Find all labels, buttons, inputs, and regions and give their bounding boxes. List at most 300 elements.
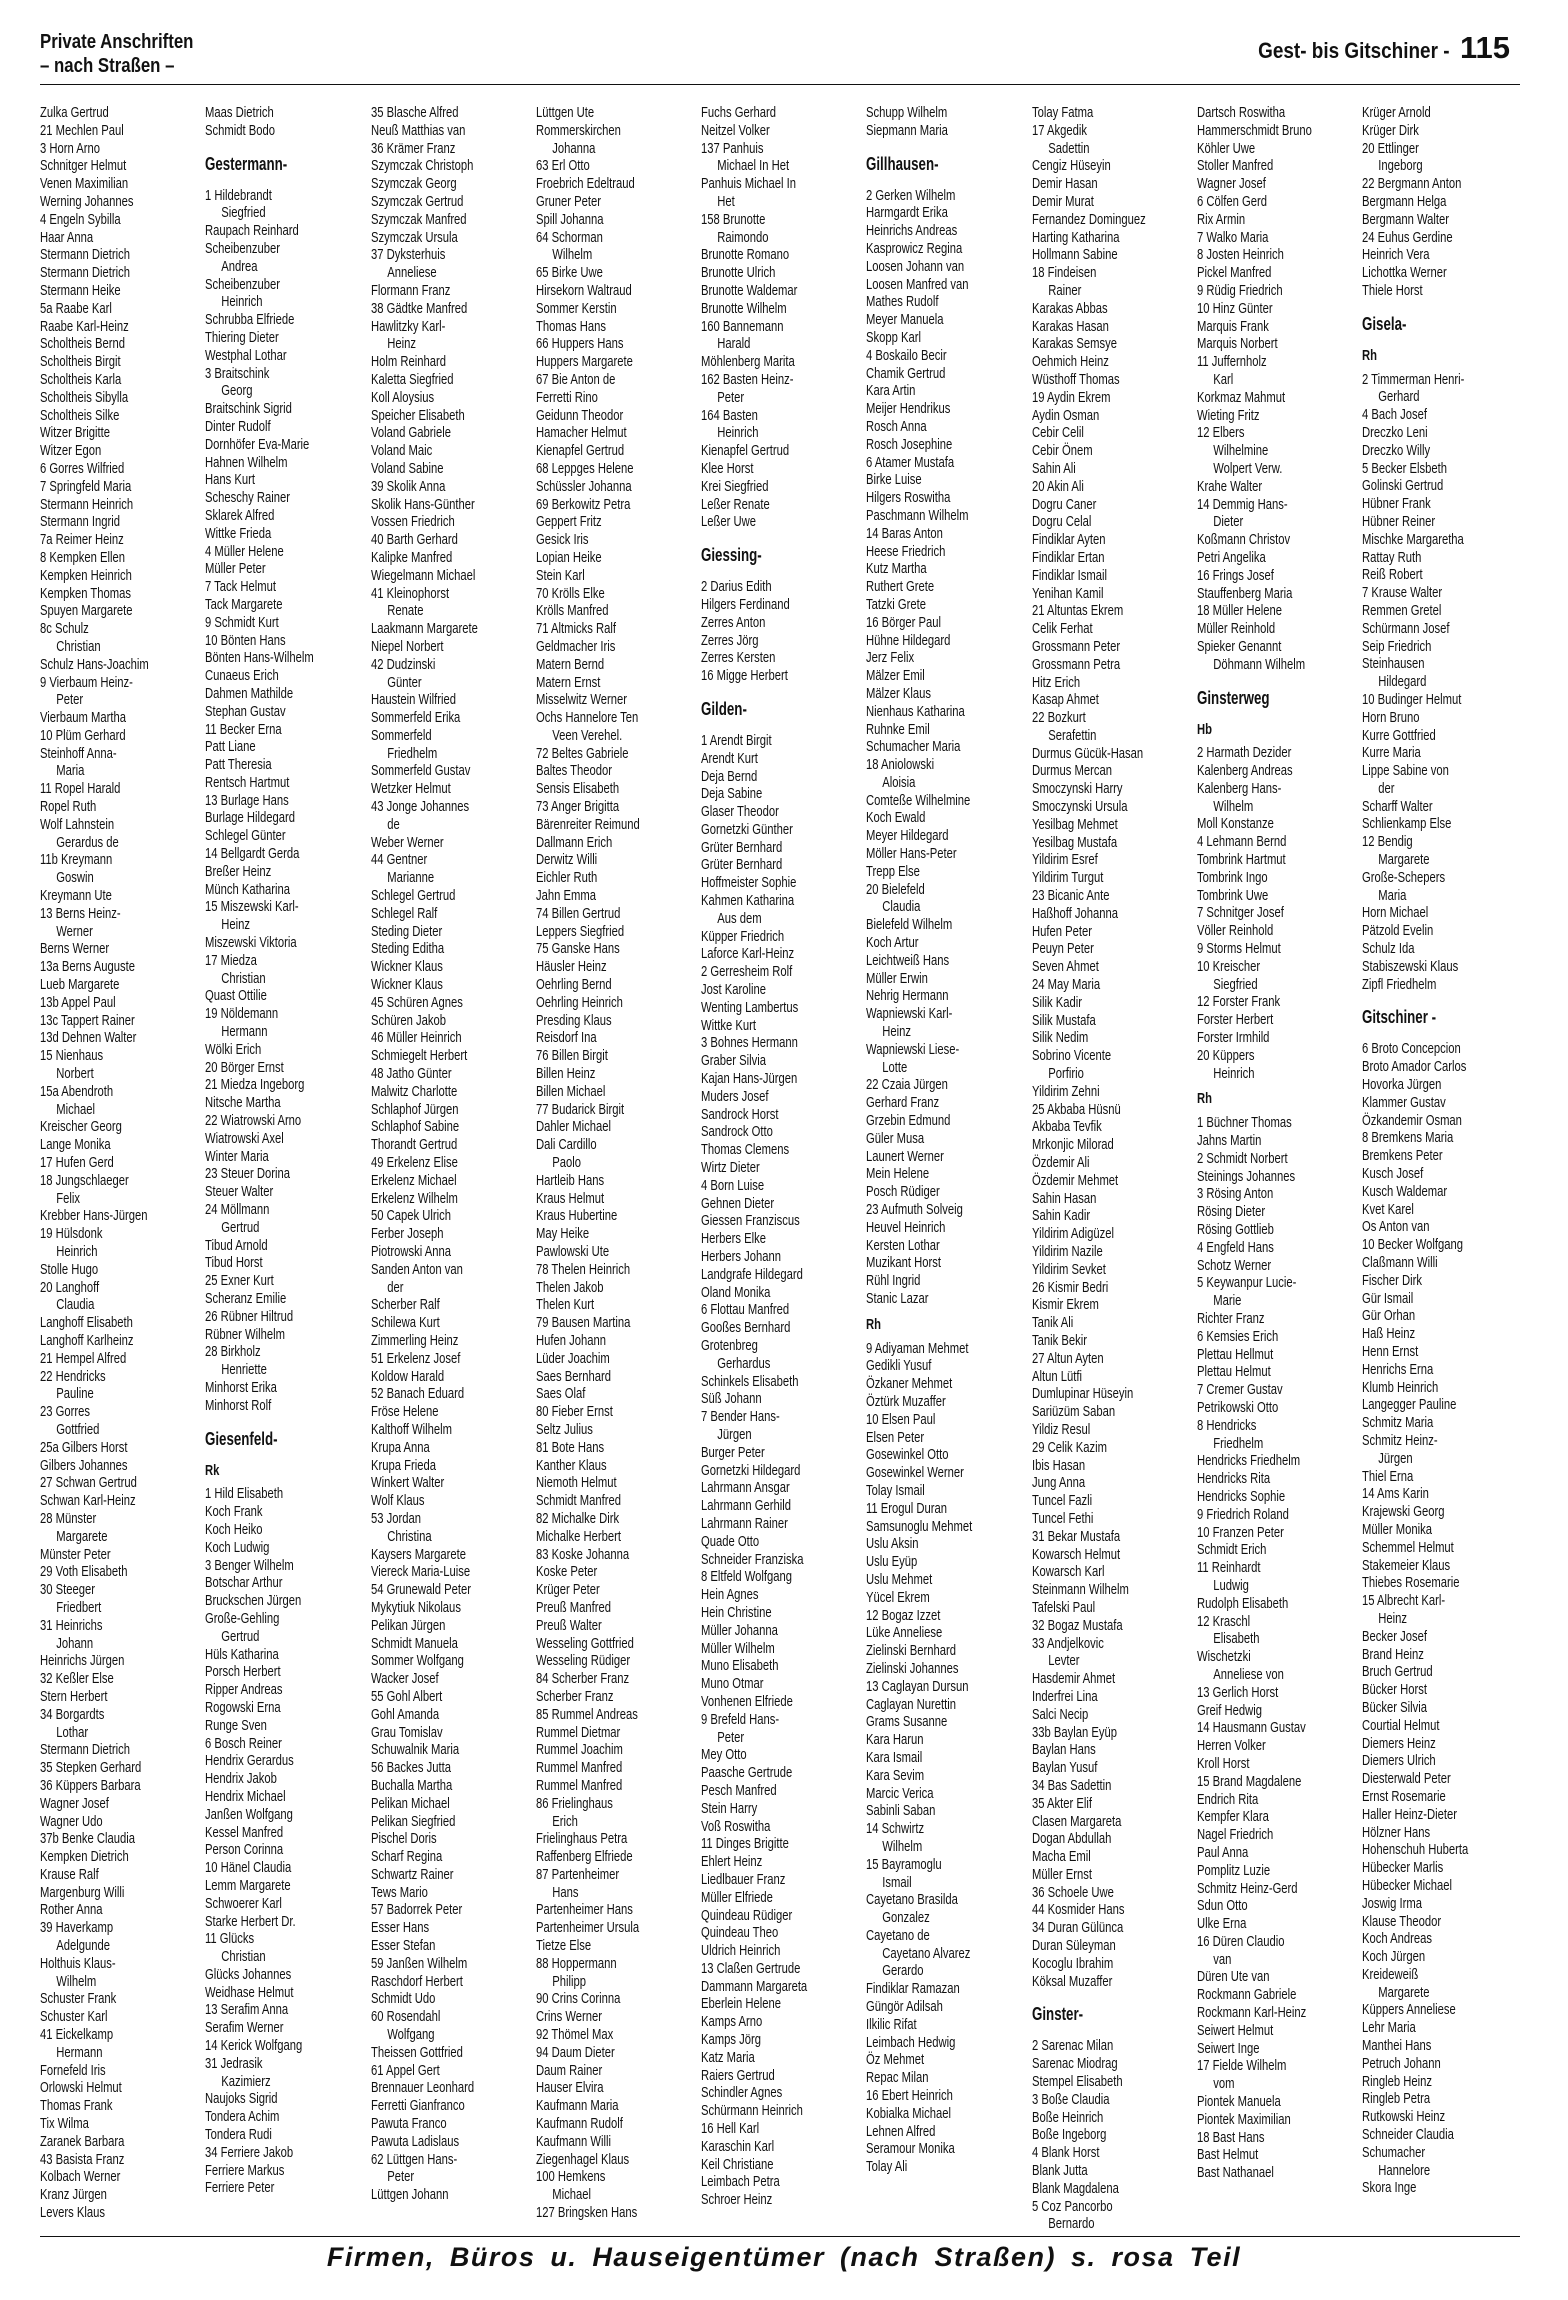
directory-entry: Silik Kadir <box>1031 993 1082 1011</box>
entry-continuation: Jürgen <box>717 1425 752 1443</box>
street-heading: Gisela- <box>1362 313 1407 334</box>
directory-column <box>536 104 701 2232</box>
directory-entry: 12 Kraschl <box>1197 1612 1251 1630</box>
directory-entry: Stein Harry <box>701 1799 758 1817</box>
directory-entry: 20 Küppers <box>1197 1046 1255 1064</box>
directory-entry: Eberlein Helene <box>701 1995 782 2013</box>
directory-entry: Hirsekorn Waltraud <box>535 281 632 299</box>
directory-entry: Uldrich Heinrich <box>701 1942 781 1960</box>
directory-entry: Krüger Dirk <box>1362 121 1420 139</box>
entry-continuation: Gerardo <box>882 1962 924 1980</box>
directory-entry: 10 Hinz Günter <box>1197 299 1273 317</box>
entry-continuation: Friedhelm <box>386 744 437 762</box>
directory-entry: Stermann Dietrich <box>40 264 130 282</box>
running-head-line2: – nach Straßen – <box>40 55 175 77</box>
directory-entry: 32 Keßler Else <box>40 1670 114 1688</box>
directory-entry: Botschar Arthur <box>205 1574 283 1592</box>
directory-entry: Findiklar Ramazan <box>866 1980 961 1998</box>
directory-entry: Gilbers Johannes <box>40 1456 128 1474</box>
directory-entry: 18 Jungschlaeger <box>40 1171 129 1189</box>
directory-entry: 10 Becker Wolfgang <box>1362 1236 1464 1254</box>
directory-entry: Clasen Margareta <box>1031 1812 1122 1830</box>
directory-entry: Patt Liane <box>205 738 256 756</box>
directory-entry: Tix Wilma <box>40 2115 89 2133</box>
directory-entry: Werning Johannes <box>40 192 134 210</box>
directory-entry: Gooßes Bernhard <box>701 1319 791 1337</box>
directory-entry: 34 Bas Sadettin <box>1031 1776 1112 1794</box>
header-rule <box>40 84 1520 85</box>
directory-entry: Koll Aloysius <box>370 388 434 406</box>
directory-entry: Wacker Josef <box>370 1670 439 1688</box>
directory-entry: Krüger Arnold <box>1362 104 1432 121</box>
directory-entry: Bremkens Peter <box>1362 1147 1443 1165</box>
directory-entry: 36 Schoele Uwe <box>1031 1883 1114 1901</box>
directory-entry: 23 Aufmuth Solveig <box>866 1201 964 1219</box>
directory-entry: Jost Karoline <box>701 981 767 999</box>
footer-note: Firmen, Büros u. Hauseigentümer (nach Straßen) s. rosa Teil <box>326 2242 1242 2272</box>
directory-entry: 94 Daum Dieter <box>535 2043 615 2061</box>
directory-entry: Kusch Josef <box>1362 1165 1424 1183</box>
directory-entry: 85 Rummel Andreas <box>535 1705 638 1723</box>
directory-entry: Tolay Ismail <box>866 1481 926 1499</box>
directory-entry: Fornefeld Iris <box>40 2061 106 2079</box>
entry-continuation: Heinrich <box>717 424 759 442</box>
entry-continuation: Anneliese <box>386 264 437 282</box>
directory-entry: Heese Friedrich <box>866 542 946 560</box>
directory-entry: Lahrmann Gerhild <box>701 1497 792 1515</box>
directory-columns <box>40 104 1528 2232</box>
directory-entry: Tafelski Paul <box>1031 1598 1095 1616</box>
directory-entry: 8 Josten Heinrich <box>1197 246 1284 264</box>
directory-entry: Kahmen Katharina <box>701 892 795 910</box>
directory-entry: Esser Stefan <box>370 1937 435 1955</box>
directory-entry: Uslu Eyüp <box>866 1553 918 1571</box>
directory-entry: Piotrowski Anna <box>370 1243 451 1260</box>
directory-entry: Katz Maria <box>701 2048 755 2066</box>
directory-entry: 28 Münster <box>40 1509 97 1527</box>
directory-entry: Seiwert Helmut <box>1197 2021 1274 2039</box>
directory-entry: Saes Bernhard <box>535 1367 611 1385</box>
directory-entry: Theissen Gottfried <box>370 2043 463 2061</box>
directory-entry: Neuß Matthias van <box>370 121 465 139</box>
directory-entry: 39 Skolik Anna <box>370 477 445 495</box>
directory-entry: Schneider Claudia <box>1362 2126 1455 2144</box>
directory-entry: Leichtweiß Hans <box>866 951 950 969</box>
directory-entry: Schlienkamp Else <box>1362 815 1452 833</box>
directory-entry: Starke Herbert Dr. <box>205 1912 296 1930</box>
directory-entry: 73 Anger Brigitta <box>535 798 619 816</box>
directory-entry: Preuß Manfred <box>535 1598 611 1616</box>
directory-entry: Endrich Rita <box>1197 1790 1259 1808</box>
directory-entry: 23 Gorres <box>40 1403 90 1421</box>
directory-entry: Voland Sabine <box>370 459 444 477</box>
directory-entry: Kraus Hubertine <box>535 1207 618 1225</box>
district-heading: Rh <box>1362 346 1378 364</box>
directory-entry: Stolle Hugo <box>40 1260 99 1278</box>
directory-entry: Rockmann Karl-Heinz <box>1197 2004 1307 2022</box>
entry-continuation: Wilhelm <box>552 246 593 264</box>
directory-entry: 21 Mechlen Paul <box>40 121 124 139</box>
directory-entry: Hübecker Michael <box>1362 1876 1453 1894</box>
directory-entry: Os Anton van <box>1362 1218 1430 1236</box>
directory-entry: Kurre Gottfried <box>1362 726 1437 744</box>
directory-entry: Rockmann Gabriele <box>1197 1986 1297 2004</box>
directory-entry: Sommer Kerstin <box>535 299 617 317</box>
directory-entry: Presding Klaus <box>535 1011 612 1029</box>
directory-entry: Krei Siegfried <box>701 477 769 495</box>
directory-entry: Kara Harun <box>866 1731 924 1749</box>
entry-continuation: Heinz <box>882 1023 912 1041</box>
directory-entry: Scholtheis Sibylla <box>40 388 129 406</box>
directory-entry: 29 Voth Elisabeth <box>40 1563 128 1581</box>
directory-entry: Thelen Kurt <box>535 1296 594 1314</box>
directory-entry: Tolay Fatma <box>1031 104 1093 121</box>
directory-entry: Nitsche Martha <box>205 1094 281 1112</box>
directory-entry: Jerz Felix <box>866 649 915 667</box>
directory-entry: Leimbach Hedwig <box>866 2033 956 2051</box>
directory-entry: Silik Mustafa <box>1031 1011 1096 1029</box>
directory-entry: Leppers Siegfried <box>535 922 624 940</box>
directory-entry: Müller Johanna <box>701 1621 779 1639</box>
directory-entry: Koch Artur <box>866 934 919 952</box>
directory-entry: Kempken Thomas <box>40 584 131 602</box>
directory-entry: Schmitz Maria <box>1362 1414 1434 1432</box>
street-heading: Gilden- <box>701 698 748 719</box>
directory-entry: Rummel Dietmar <box>535 1723 621 1741</box>
directory-entry: 24 May Maria <box>1031 976 1100 994</box>
entry-continuation: Siegfried <box>1213 975 1258 993</box>
directory-entry: 7 Walko Maria <box>1197 228 1269 246</box>
directory-entry: Sabinli Saban <box>866 1802 936 1820</box>
directory-entry: Forster Herbert <box>1197 1011 1274 1029</box>
directory-entry: Schürmann Heinrich <box>701 2102 804 2120</box>
directory-entry: Schmitz Heinz-Gerd <box>1197 1879 1298 1897</box>
directory-entry: Loosen Manfred van <box>866 275 969 293</box>
entry-continuation: Karl <box>1213 370 1234 388</box>
directory-entry: Hollmann Sabine <box>1031 246 1118 264</box>
directory-entry: Claßmann Willi <box>1362 1254 1438 1272</box>
directory-entry: Ropel Ruth <box>40 798 97 816</box>
entry-continuation: Lothar <box>56 1723 89 1741</box>
directory-entry: Koldow Harald <box>370 1367 444 1385</box>
directory-entry: Dartsch Roswitha <box>1197 104 1286 121</box>
directory-entry: Stempel Elisabeth <box>1031 2073 1123 2091</box>
directory-entry: Oehrling Bernd <box>535 976 612 994</box>
directory-entry: Scheschy Rainer <box>205 489 291 507</box>
directory-entry: Pawuta Franco <box>370 2115 447 2133</box>
directory-entry: 72 Beltes Gabriele <box>535 744 629 762</box>
directory-entry: Muno Otmar <box>701 1675 764 1693</box>
directory-entry: 45 Schüren Agnes <box>370 993 463 1011</box>
directory-entry: Minhorst Erika <box>205 1378 278 1396</box>
directory-entry: 4 Engeln Sybilla <box>40 210 121 228</box>
directory-entry: Dammann Margareta <box>701 1977 808 1995</box>
directory-entry: Lahrmann Rainer <box>701 1514 789 1532</box>
directory-entry: 14 Bellgardt Gerda <box>205 845 300 863</box>
directory-entry: 10 Bönten Hans <box>205 631 286 649</box>
directory-entry: 35 Akter Elif <box>1031 1794 1092 1812</box>
directory-entry: Kalenberg Andreas <box>1197 762 1293 780</box>
entry-continuation: Adelgunde <box>56 1937 111 1955</box>
entry-continuation: Georg <box>221 382 253 400</box>
directory-entry: Harmgardt Erika <box>866 204 949 222</box>
directory-entry: Lahrmann Ansgar <box>701 1479 790 1497</box>
directory-entry: Niemoth Helmut <box>535 1474 617 1492</box>
entry-continuation: Harald <box>717 335 751 353</box>
directory-entry: 44 Gentner <box>370 851 427 869</box>
directory-entry: Seramour Monika <box>866 2140 956 2158</box>
directory-entry: 14 Hausmann Gustav <box>1197 1719 1306 1737</box>
directory-entry: Dahler Michael <box>535 1118 611 1136</box>
directory-entry: Posch Rüdiger <box>866 1183 941 1201</box>
entry-continuation: Wolpert Verw. <box>1213 459 1283 477</box>
directory-entry: Leimbach Petra <box>701 2173 780 2191</box>
directory-entry: 9 Adiyaman Mehmet <box>866 1339 969 1357</box>
directory-entry: Sommerfeld Gustav <box>370 762 470 780</box>
entry-continuation: Gerardus de <box>56 833 119 851</box>
directory-entry: Thelen Jakob <box>535 1278 604 1296</box>
directory-entry: Graber Silvia <box>701 1052 767 1070</box>
directory-entry: Witzer Brigitte <box>40 424 110 442</box>
directory-entry: Kroll Horst <box>1197 1754 1250 1772</box>
directory-entry: Sklarek Alfred <box>205 506 275 524</box>
directory-entry: Trepp Else <box>866 862 921 880</box>
directory-entry: Quast Ottilie <box>205 987 268 1005</box>
directory-entry: Weidhase Helmut <box>205 1983 294 2001</box>
directory-entry: Pelikan Jürgen <box>370 1616 445 1634</box>
directory-entry: 76 Billen Birgit <box>535 1047 608 1065</box>
directory-entry: Stauffenberg Maria <box>1197 584 1293 602</box>
directory-entry: 13 Claßen Gertrude <box>701 1959 801 1977</box>
directory-entry: Seven Ahmet <box>1031 958 1099 976</box>
directory-entry: Gehnen Dieter <box>701 1194 775 1212</box>
entry-continuation: Michael <box>56 1100 96 1118</box>
directory-entry: Hein Agnes <box>701 1586 759 1604</box>
directory-entry: Schmitz Heinz- <box>1362 1431 1438 1449</box>
entry-continuation: Heinz <box>221 916 251 934</box>
directory-entry: Münch Katharina <box>205 880 291 898</box>
directory-entry: Bücker Horst <box>1362 1681 1428 1699</box>
directory-entry: Fernandez Dominguez <box>1031 210 1146 228</box>
directory-entry: Cengiz Hüseyin <box>1031 157 1111 175</box>
directory-entry: Grams Susanne <box>866 1713 948 1731</box>
directory-entry: 17 Hufen Gerd <box>40 1154 114 1172</box>
directory-entry: Scholtheis Karla <box>40 370 122 388</box>
directory-entry: 3 Benger Wilhelm <box>205 1556 295 1574</box>
directory-entry: Wischetzki <box>1197 1648 1251 1666</box>
directory-entry: 5a Raabe Karl <box>40 299 112 317</box>
directory-entry: Siepmann Maria <box>866 121 949 139</box>
directory-entry: Meyer Manuela <box>866 311 944 329</box>
directory-entry: Kara Ismail <box>866 1748 923 1766</box>
directory-entry: Große-Gehling <box>205 1609 280 1627</box>
directory-entry: Maas Dietrich <box>205 104 275 121</box>
directory-entry: Müller Monika <box>1362 1520 1433 1538</box>
directory-entry: Baylan Hans <box>1031 1741 1096 1759</box>
directory-entry: 11 Glücks <box>205 1930 255 1948</box>
directory-entry: Thomas Hans <box>535 317 606 335</box>
directory-entry: Leßer Renate <box>701 495 770 513</box>
directory-entry: Jahn Emma <box>535 887 596 905</box>
directory-entry: Rösing Gottlieb <box>1197 1221 1274 1239</box>
entry-continuation: Christina <box>386 1527 432 1545</box>
directory-entry: Klammer Gustav <box>1362 1093 1447 1111</box>
directory-entry: 69 Berkowitz Petra <box>535 495 631 513</box>
directory-entry: 60 Rosendahl <box>370 2008 440 2026</box>
directory-entry: Findiklar Ismail <box>1031 566 1107 584</box>
directory-entry: 80 Fieber Ernst <box>535 1403 613 1421</box>
directory-entry: Kranz Jürgen <box>40 2186 107 2204</box>
directory-entry: Loosen Johann van <box>866 257 965 275</box>
directory-entry: Gosewinkel Otto <box>866 1446 949 1464</box>
directory-entry: Lüke Anneliese <box>866 1624 943 1642</box>
directory-entry: 56 Backes Jutta <box>370 1759 451 1777</box>
directory-entry: Schumacher <box>1362 2143 1426 2161</box>
directory-entry: Karakas Semsye <box>1031 335 1117 353</box>
directory-entry: Derwitz Willi <box>535 851 598 869</box>
directory-entry: Mischke Margaretha <box>1362 530 1465 548</box>
directory-entry: Nienhaus Katharina <box>866 702 966 720</box>
directory-entry: 62 Lüttgen Hans- <box>370 2150 457 2168</box>
directory-entry: 26 Kismir Bedri <box>1031 1278 1108 1296</box>
directory-entry: Forster Irmhild <box>1197 1029 1270 1047</box>
directory-entry: 16 Frings Josef <box>1197 566 1274 584</box>
directory-entry: Grüter Bernhard <box>701 838 783 856</box>
directory-entry: Launert Werner <box>866 1147 945 1165</box>
directory-entry: Scherber Franz <box>535 1687 614 1705</box>
directory-entry: 22 Bozkurt <box>1031 709 1086 727</box>
directory-entry: Dogan Abdullah <box>1031 1830 1112 1848</box>
entry-continuation: Gottfried <box>56 1420 100 1438</box>
directory-entry: 13 Gerlich Horst <box>1197 1683 1279 1701</box>
directory-entry: Tondera Rudi <box>205 2126 273 2144</box>
directory-entry: Witzer Egon <box>40 442 102 460</box>
entry-continuation: Werner <box>56 922 93 940</box>
directory-entry: Schindler Agnes <box>701 2084 783 2102</box>
directory-entry: Yenihan Kamil <box>1031 584 1104 602</box>
directory-entry: 74 Billen Gertrud <box>535 904 621 922</box>
directory-entry: Altun Lütfi <box>1031 1367 1082 1385</box>
directory-entry: Korkmaz Mahmut <box>1197 388 1286 406</box>
directory-entry: Lemm Margarete <box>205 1876 291 1894</box>
directory-entry: Horn Bruno <box>1362 708 1420 726</box>
directory-entry: 22 Hendricks <box>40 1367 106 1385</box>
directory-entry: Koßmann Christov <box>1197 531 1291 549</box>
directory-entry: Kvet Karel <box>1362 1200 1415 1218</box>
directory-entry: Sommerfeld <box>370 726 432 744</box>
directory-entry: 2 Timmerman Henri- <box>1362 370 1465 388</box>
directory-entry: Sandrock Otto <box>701 1123 774 1141</box>
directory-entry: Gerhard Franz <box>866 1094 940 1112</box>
directory-entry: Rudolph Elisabeth <box>1197 1594 1289 1612</box>
directory-entry: 23 Steuer Dorina <box>205 1165 291 1183</box>
directory-entry: 13 Serafim Anna <box>205 2001 289 2019</box>
directory-entry: Weber Werner <box>370 833 444 851</box>
directory-entry: Schlegel Günter <box>205 827 286 845</box>
directory-entry: Jung Anna <box>1031 1474 1085 1492</box>
directory-entry: Gruner Peter <box>535 192 601 210</box>
directory-entry: Spuyen Margarete <box>40 602 133 620</box>
directory-entry: Wetzker Helmut <box>370 780 451 798</box>
directory-entry: Quade Otto <box>701 1532 760 1550</box>
running-head-line1: Private Anschriften <box>40 31 194 53</box>
entry-continuation: Friedhelm <box>1213 1434 1264 1452</box>
directory-entry: Schmidt Manfred <box>535 1492 621 1510</box>
directory-entry: Grossmann Peter <box>1031 637 1120 655</box>
page-number: 115 <box>1459 30 1510 65</box>
directory-entry: Akbaba Tevfik <box>1031 1118 1102 1136</box>
directory-entry: Müller Peter <box>205 560 266 578</box>
directory-entry: Dreczko Willy <box>1362 441 1431 459</box>
directory-entry: Pawuta Ladislaus <box>370 2132 459 2150</box>
directory-entry: Scheranz Emilie <box>205 1290 287 1307</box>
street-heading: Ginster- <box>1031 2004 1083 2025</box>
directory-entry: 65 Birke Uwe <box>535 264 603 282</box>
directory-entry: 55 Gohl Albert <box>370 1687 442 1705</box>
entry-continuation: Bernardo <box>1048 2215 1095 2232</box>
directory-entry: Schwoerer Karl <box>205 1894 283 1912</box>
entry-continuation: Aloisia <box>882 773 916 791</box>
directory-entry: Diesterwald Peter <box>1362 1770 1452 1788</box>
directory-entry: Rosch Josephine <box>866 435 953 453</box>
directory-entry: Zerres Kersten <box>701 649 776 667</box>
directory-entry: Uslu Mehmet <box>866 1570 933 1588</box>
directory-entry: Kienapfel Gertrud <box>535 442 624 460</box>
directory-entry: Pesch Manfred <box>701 1781 777 1799</box>
directory-entry: Billen Heinz <box>535 1065 596 1083</box>
directory-entry: Mrkonjic Milorad <box>1031 1136 1114 1154</box>
directory-entry: 13d Dehnen Walter <box>40 1029 137 1047</box>
directory-entry: Scheibenzuber <box>205 275 281 293</box>
directory-entry: Schulz Hans-Joachim <box>40 655 149 673</box>
directory-entry: Hauser Elvira <box>535 2079 604 2097</box>
directory-column <box>701 104 866 2232</box>
directory-entry: Hölzner Hans <box>1362 1823 1431 1841</box>
directory-entry: 4 Born Luise <box>701 1176 765 1194</box>
directory-entry: Hartleib Hans <box>535 1171 604 1189</box>
directory-entry: 2 Sarenac Milan <box>1031 2037 1113 2055</box>
directory-entry: Keil Christiane <box>701 2155 774 2173</box>
directory-entry: Tanik Bekir <box>1031 1331 1087 1349</box>
directory-entry: Smoczynski Harry <box>1031 780 1123 798</box>
directory-entry: Margenburg Willi <box>40 1883 125 1901</box>
entry-continuation: Wilhelmine <box>1213 442 1269 460</box>
directory-entry: Birke Luise <box>866 471 923 489</box>
directory-entry: Gesick Iris <box>535 531 589 549</box>
directory-entry: 12 Bogaz Izzet <box>866 1606 941 1624</box>
directory-entry: Dahmen Mathilde <box>205 684 294 702</box>
directory-entry: Hufen Johann <box>535 1331 606 1349</box>
entry-continuation: Christian <box>56 637 101 655</box>
directory-entry: Steding Dieter <box>370 922 442 940</box>
directory-entry: Billen Michael <box>535 1082 606 1100</box>
directory-entry: Yildirim Esref <box>1031 851 1098 869</box>
directory-entry: Kaletta Siegfried <box>370 370 454 388</box>
directory-entry: Kalipke Manfred <box>370 548 452 566</box>
directory-entry: Kalthoff Wilhelm <box>370 1420 452 1438</box>
directory-entry: Wenting Lambertus <box>701 998 799 1016</box>
entry-continuation: Michael <box>552 2186 591 2204</box>
entry-continuation: Pauline <box>56 1385 94 1403</box>
directory-entry: 21 Altuntas Ekrem <box>1031 602 1123 620</box>
directory-entry: 9 Friedrich Roland <box>1197 1505 1289 1523</box>
directory-entry: Marquis Frank <box>1197 317 1269 335</box>
directory-entry: Tack Margarete <box>205 595 283 613</box>
directory-entry: Schmidt Erich <box>1197 1541 1267 1559</box>
directory-entry: 84 Scherber Franz <box>535 1670 629 1688</box>
entry-continuation: Ludwig <box>1213 1576 1249 1594</box>
directory-entry: Yildirim Adigüzel <box>1031 1225 1114 1243</box>
